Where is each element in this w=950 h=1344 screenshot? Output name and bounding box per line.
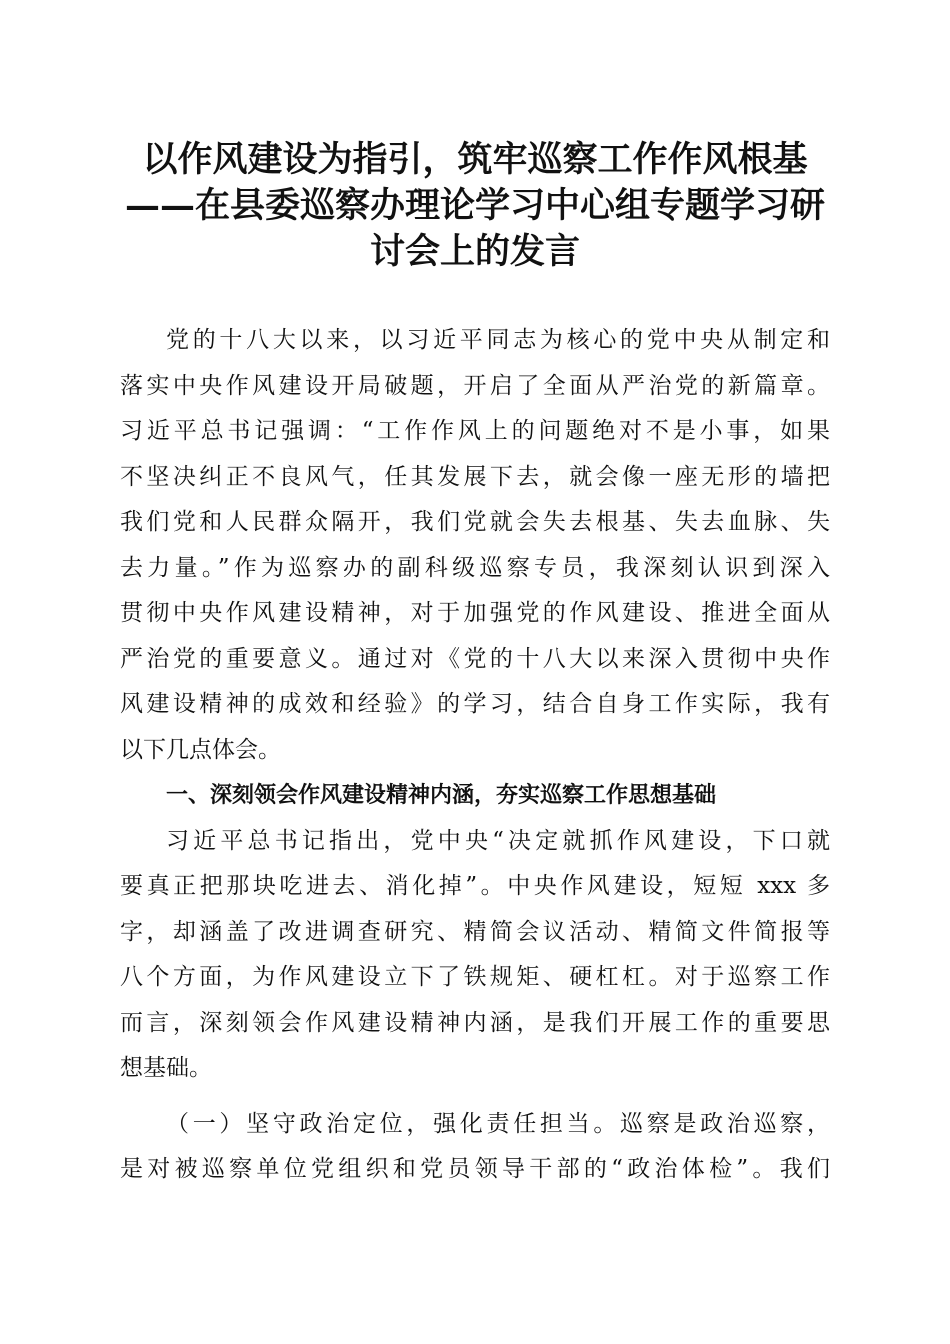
text-line: 我们党和人民群众隔开，我们党就会失去根基、失去血脉、失 bbox=[120, 509, 830, 535]
text-line: 去力量。”作为巡察办的副科级巡察专员，我深刻认识到深入 bbox=[120, 554, 830, 581]
text-line: 习近平总书记强调：“工作作风上的问题绝对不是小事，如果 bbox=[120, 418, 830, 444]
title-line-1: 以作风建设为指引，筑牢巡察工作作风根基 bbox=[142, 139, 808, 180]
title-line-2: ——在县委巡察办理论学习中心组专题学习研 bbox=[124, 185, 825, 226]
document-body bbox=[120, 318, 830, 1193]
text-line: 严治党的重要意义。通过对《党的十八大以来深入贯彻中央作 bbox=[120, 645, 830, 672]
paragraph-spacer bbox=[120, 1092, 830, 1102]
text-line: 而言，深刻领会作风建设精神内涵，是我们开展工作的重要思 bbox=[120, 1009, 830, 1036]
text-line: 贯彻中央作风建设精神，对于加强党的作风建设、推进全面从 bbox=[120, 600, 830, 626]
text-line: 是对被巡察单位党组织和党员领导干部的“政治体检”。我们 bbox=[120, 1156, 830, 1182]
text-line: 不坚决纠正不良风气，任其发展下去，就会像一座无形的墙把 bbox=[120, 463, 830, 490]
text-line: 党的十八大以来，以习近平同志为核心的党中央从制定和 bbox=[166, 327, 830, 353]
text-line: 想基础。 bbox=[120, 1055, 212, 1081]
text-line: 落实中央作风建设开局破题，开启了全面从严治党的新篇章。 bbox=[120, 372, 830, 399]
section-heading-1: 一、深刻领会作风建设精神内涵，夯实巡察工作思想基础 bbox=[166, 783, 717, 808]
title-line-3: 讨会上的发言 bbox=[369, 231, 580, 272]
text-line: 要真正把那块吃进去、消化掉”。中央作风建设，短短 xxx 多 bbox=[120, 873, 830, 899]
text-line: 字，却涵盖了改进调查研究、精简会议活动、精简文件简报等 bbox=[120, 918, 830, 945]
text-line: 习近平总书记指出，党中央“决定就抓作风建设，下口就 bbox=[166, 827, 830, 854]
paragraph-intro bbox=[120, 318, 830, 773]
paragraph-section1 bbox=[120, 819, 830, 1092]
text-line: 八个方面，为作风建设立下了铁规矩、硬杠杠。对于巡察工作 bbox=[120, 964, 830, 990]
document-title bbox=[120, 137, 830, 275]
text-line: 以下几点体会。 bbox=[120, 736, 281, 763]
text-line: 风建设精神的成效和经验》的学习，结合自身工作实际，我有 bbox=[120, 691, 830, 717]
paragraph-subsection1 bbox=[120, 1102, 830, 1193]
text-line: （一）坚守政治定位，强化责任担当。巡察是政治巡察， bbox=[166, 1110, 830, 1137]
